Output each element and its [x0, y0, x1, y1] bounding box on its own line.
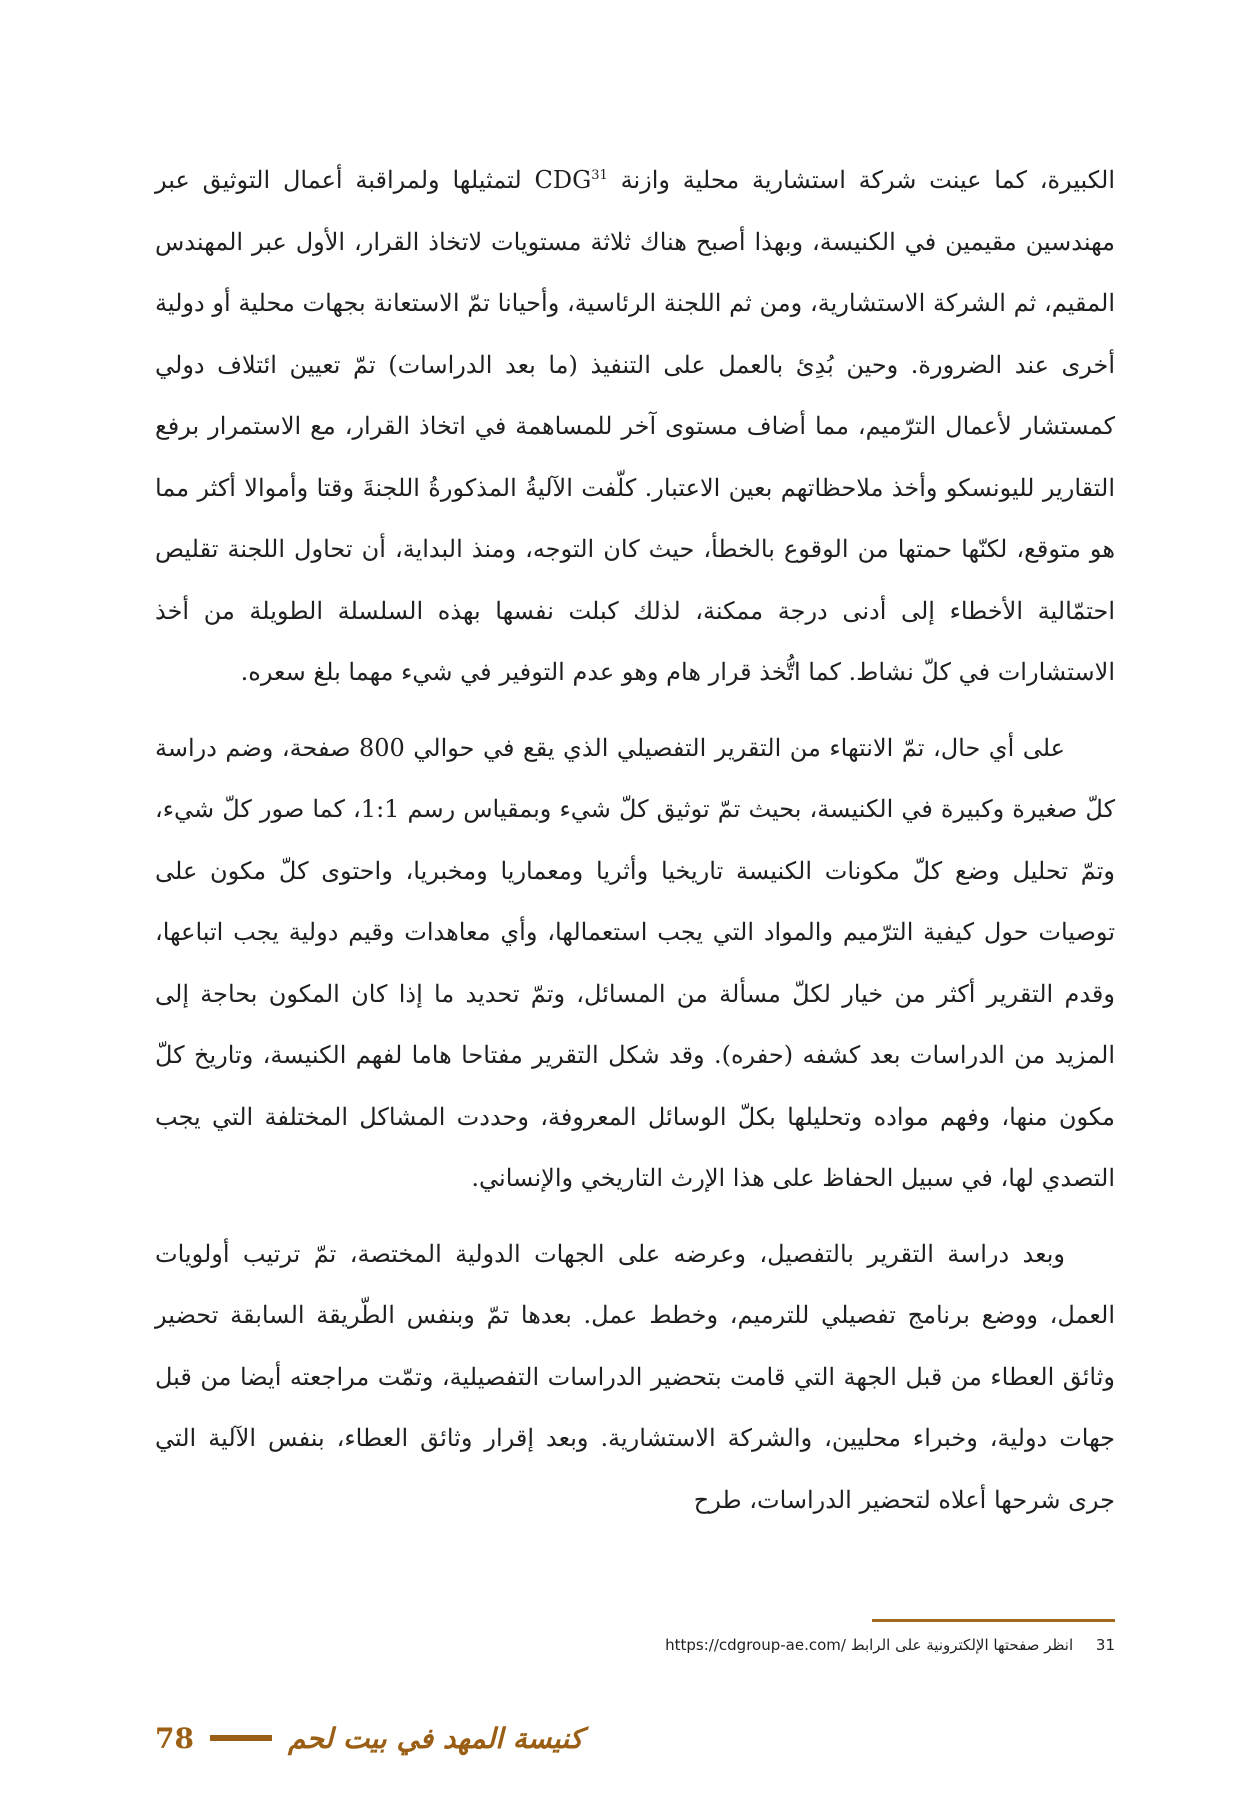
- cdg-abbreviation: CDG: [534, 166, 592, 194]
- paragraph-1: [155, 150, 1115, 704]
- paragraph-3: وبعد دراسة التقرير بالتفصيل، وعرضه على الجهات الدولية المختصة، تمّ ترتيب أولويات العمل، ووضع برنامج تفصيلي للترميم، وخطط عمل. بعدها تمّ وبنفس الطّريقة السابقة تحضير وثائق العطاء من قبل الجهة التي قامت بتحضير الدراسات التفصيلية، وتمّت مراجعته أيضا من قبل جهات دولية، وخبراء محليين، والشركة الاستشارية. وبعد إقرار وثائق العطاء، بنفس الآلية التي جرى شرحها أعلاه لتحضير الدراسات، طرح: [155, 1239, 1115, 1514]
- footnote-divider: [872, 1619, 1115, 1622]
- footnote-number: 31: [1095, 1636, 1115, 1654]
- footnote-link[interactable]: https://cdgroup-ae.com/: [665, 1636, 846, 1654]
- footnote-reference[interactable]: 31: [591, 168, 608, 183]
- paragraph-1-text-start: الكبيرة، كما عينت شركة استشارية محلية وازنة: [607, 166, 1115, 194]
- book-title: كنيسة المهد في بيت لحم: [287, 1721, 583, 1755]
- footer-bar: [210, 1735, 272, 1741]
- page-footer: [155, 1718, 1115, 1758]
- footnote: [155, 1636, 1115, 1654]
- paragraph-1-text-end: لتمثيلها ولمراقبة أعمال التوثيق عبر مهندسين مقيمين في الكنيسة، وبهذا أصبح هناك ثلاثة مستويات لاتخاذ القرار، الأول عبر المهندس المقيم، ثم الشركة الاستشارية، ومن ثم اللجنة الرئاسية، وأحيانا تمّ الاستعانة بجهات محلية أو دولية أخرى عند الضرورة. وحين بُدِئ بالعمل على التنفيذ (ما بعد الدراسات) تمّ تعيين ائتلاف دولي كمستشار لأعمال الترّميم، مما أضاف مستوى آخر للمساهمة في اتخاذ القرار، مع الاستمرار برفع التقارير لليونسكو وأخذ ملاحظاتهم بعين الاعتبار. كلّفت الآليةُ المذكورةُ اللجنةَ وقتا وأموالا أكثر مما هو متوقع، لكنّها حمتها من الوقوع بالخطأ، حيث كان التوجه، ومنذ البداية، أن تحاول اللجنة تقليص احتمّالية الأخطاء إلى أدنى درجة ممكنة، لذلك كبلت نفسها بهذه السلسلة الطويلة من أخذ الاستشارات في كلّ نشاط. كما اتُّخذ قرار هام وهو عدم التوفير في شيء مهما بلغ سعره.: [155, 166, 1116, 686]
- body-text: [155, 150, 1115, 1545]
- page-number: 78: [155, 1721, 194, 1755]
- paragraph-2: على أي حال، تمّ الانتهاء من التقرير التفصيلي الذي يقع في حوالي 800 صفحة، وضم دراسة كلّ صغيرة وكبيرة في الكنيسة، بحيث تمّ توثيق كلّ شيء وبمقياس رسم 1:1، كما صور كلّ شيء، وتمّ تحليل وضع كلّ مكونات الكنيسة تاريخيا وأثريا ومعماريا ومخبريا، واحتوى كلّ مكون على توصيات حول كيفية الترّميم والمواد التي يجب استعمالها، وأي معاهدات وقيم دولية يجب اتباعها، وقدم التقرير أكثر من خيار لكلّ مسألة من المسائل، وتمّ تحديد ما إذا كان المكون بحاجة إلى المزيد من الدراسات بعد كشفه (حفره). وقد شكل التقرير مفتاحا هاما لفهم الكنيسة، وتاريخ كلّ مكون منها، وفهم مواده وتحليلها بكلّ الوسائل المعروفة، وحددت المشاكل المختلفة التي يجب التصدي لها، في سبيل الحفاظ على هذا الإرث التاريخي والإنساني.: [155, 733, 1115, 1192]
- footnote-text: انظر صفحتها الإلكترونية على الرابط: [850, 1636, 1074, 1654]
